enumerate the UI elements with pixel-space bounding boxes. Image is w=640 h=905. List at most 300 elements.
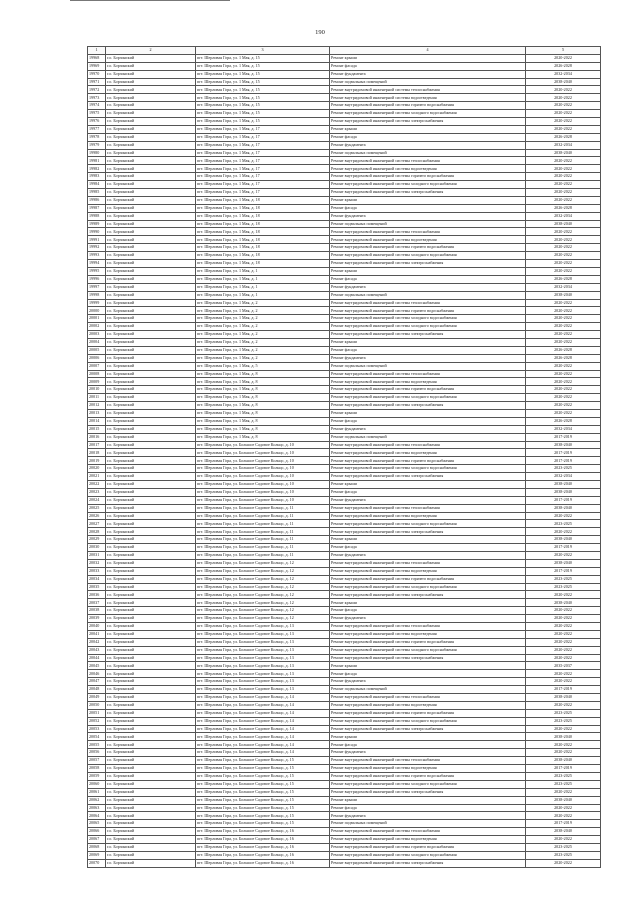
district-cell: г.о. Борзинский bbox=[106, 283, 196, 291]
district-cell: г.о. Борзинский bbox=[106, 741, 196, 749]
table-row bbox=[88, 252, 601, 260]
period-cell: 2017-2019 bbox=[526, 544, 601, 552]
table-row bbox=[88, 630, 601, 638]
row-number-cell: 20033 bbox=[88, 567, 106, 575]
address-cell: пгт. Шерловая Гора, ул. Большое Садовое Кольцо, д. 11 bbox=[196, 512, 330, 520]
work-type-cell: Ремонт внутридомовой инженерной системы водоотведения bbox=[330, 701, 526, 709]
table-row bbox=[88, 220, 601, 228]
work-type-cell: Ремонт внутридомовой инженерной системы холодного водоснабжения bbox=[330, 780, 526, 788]
address-cell: пгт. Шерловая Гора, ул. Большое Садовое Кольцо, д. 13 bbox=[196, 654, 330, 662]
row-number-cell: 20067 bbox=[88, 836, 106, 844]
address-cell: пгт. Шерловая Гора, ул. Большое Садовое Кольцо, д. 15 bbox=[196, 757, 330, 765]
district-cell: г.о. Борзинский bbox=[106, 338, 196, 346]
period-cell: 2020-2022 bbox=[526, 54, 601, 62]
district-cell: г.о. Борзинский bbox=[106, 307, 196, 315]
address-cell: пгт. Шерловая Гора, ул. 1 Мая, д. 18 bbox=[196, 244, 330, 252]
table-row bbox=[88, 473, 601, 481]
work-type-cell: Ремонт фасада bbox=[330, 346, 526, 354]
row-number-cell: 20040 bbox=[88, 623, 106, 631]
table-row bbox=[88, 141, 601, 149]
work-type-cell: Ремонт внутридомовой инженерной системы электроснабжения bbox=[330, 402, 526, 410]
address-cell: пгт. Шерловая Гора, ул. Большое Садовое Кольцо, д. 12 bbox=[196, 615, 330, 623]
district-cell: г.о. Борзинский bbox=[106, 630, 196, 638]
period-cell: 2020-2022 bbox=[526, 788, 601, 796]
row-number-cell: 20046 bbox=[88, 670, 106, 678]
work-type-cell: Ремонт фасада bbox=[330, 204, 526, 212]
table-row bbox=[88, 299, 601, 307]
row-number-cell: 19974 bbox=[88, 102, 106, 110]
work-type-cell: Ремонт внутридомовой инженерной системы теплоснабжения bbox=[330, 694, 526, 702]
table-row bbox=[88, 520, 601, 528]
row-number-cell: 20055 bbox=[88, 741, 106, 749]
row-number-cell: 19983 bbox=[88, 173, 106, 181]
row-number-cell: 19982 bbox=[88, 165, 106, 173]
address-cell: пгт. Шерловая Гора, ул. 1 Мая, д. 15 bbox=[196, 70, 330, 78]
period-cell: 2038-2040 bbox=[526, 504, 601, 512]
row-number-cell: 20062 bbox=[88, 796, 106, 804]
district-cell: г.о. Борзинский bbox=[106, 133, 196, 141]
work-type-cell: Ремонт внутридомовой инженерной системы горячего водоснабжения bbox=[330, 772, 526, 780]
address-cell: пгт. Шерловая Гора, ул. Большое Садовое Кольцо, д. 14 bbox=[196, 709, 330, 717]
period-cell: 2038-2040 bbox=[526, 78, 601, 86]
table-row bbox=[88, 836, 601, 844]
period-cell: 2038-2040 bbox=[526, 536, 601, 544]
row-number-cell: 20056 bbox=[88, 749, 106, 757]
period-cell: 2020-2022 bbox=[526, 244, 601, 252]
period-cell: 2020-2022 bbox=[526, 378, 601, 386]
district-cell: г.о. Борзинский bbox=[106, 599, 196, 607]
period-cell: 2020-2022 bbox=[526, 338, 601, 346]
work-type-cell: Ремонт внутридомовой инженерной системы электроснабжения bbox=[330, 473, 526, 481]
address-cell: пгт. Шерловая Гора, ул. Большое Садовое Кольцо, д. 12 bbox=[196, 567, 330, 575]
district-cell: г.о. Борзинский bbox=[106, 291, 196, 299]
period-cell: 2020-2022 bbox=[526, 307, 601, 315]
address-cell: пгт. Шерловая Гора, ул. Большое Садовое Кольцо, д. 13 bbox=[196, 678, 330, 686]
work-type-cell: Ремонт внутридомовой инженерной системы электроснабжения bbox=[330, 725, 526, 733]
work-type-cell: Ремонт крыши bbox=[330, 480, 526, 488]
row-number-cell: 20051 bbox=[88, 709, 106, 717]
district-cell: г.о. Борзинский bbox=[106, 118, 196, 126]
table-row bbox=[88, 725, 601, 733]
period-cell: 2023-2025 bbox=[526, 851, 601, 859]
district-cell: г.о. Борзинский bbox=[106, 331, 196, 339]
district-cell: г.о. Борзинский bbox=[106, 299, 196, 307]
table-row bbox=[88, 741, 601, 749]
row-number-cell: 20020 bbox=[88, 465, 106, 473]
address-cell: пгт. Шерловая Гора, ул. 1 Мая, д. 2 bbox=[196, 338, 330, 346]
row-number-cell: 20066 bbox=[88, 828, 106, 836]
district-cell: г.о. Борзинский bbox=[106, 552, 196, 560]
work-type-cell: Ремонт подвальных помещений bbox=[330, 433, 526, 441]
district-cell: г.о. Борзинский bbox=[106, 536, 196, 544]
table-row bbox=[88, 409, 601, 417]
district-cell: г.о. Борзинский bbox=[106, 812, 196, 820]
district-cell: г.о. Борзинский bbox=[106, 370, 196, 378]
district-cell: г.о. Борзинский bbox=[106, 433, 196, 441]
period-cell: 2020-2022 bbox=[526, 670, 601, 678]
district-cell: г.о. Борзинский bbox=[106, 646, 196, 654]
period-cell: 2023-2025 bbox=[526, 717, 601, 725]
district-cell: г.о. Борзинский bbox=[106, 504, 196, 512]
address-cell: пгт. Шерловая Гора, ул. Большое Садовое Кольцо, д. 11 bbox=[196, 520, 330, 528]
table-row bbox=[88, 315, 601, 323]
period-cell: 2017-2019 bbox=[526, 567, 601, 575]
address-cell: пгт. Шерловая Гора, ул. 1 Мая, д. 15 bbox=[196, 118, 330, 126]
work-type-cell: Ремонт фундамента bbox=[330, 70, 526, 78]
row-number-cell: 20002 bbox=[88, 323, 106, 331]
address-cell: пгт. Шерловая Гора, ул. Большое Садовое Кольцо, д. 10 bbox=[196, 480, 330, 488]
work-type-cell: Ремонт внутридомовой инженерной системы горячего водоснабжения bbox=[330, 244, 526, 252]
district-cell: г.о. Борзинский bbox=[106, 204, 196, 212]
address-cell: пгт. Шерловая Гора, ул. Большое Садовое Кольцо, д. 15 bbox=[196, 812, 330, 820]
district-cell: г.о. Борзинский bbox=[106, 583, 196, 591]
period-cell: 2020-2022 bbox=[526, 607, 601, 615]
table-row bbox=[88, 62, 601, 70]
row-number-cell: 20063 bbox=[88, 804, 106, 812]
work-type-cell: Ремонт фасада bbox=[330, 275, 526, 283]
address-cell: пгт. Шерловая Гора, ул. Большое Садовое Кольцо, д. 12 bbox=[196, 607, 330, 615]
district-cell: г.о. Борзинский bbox=[106, 409, 196, 417]
address-cell: пгт. Шерловая Гора, ул. 1 Мая, д. 8 bbox=[196, 417, 330, 425]
period-cell: 2017-2019 bbox=[526, 433, 601, 441]
district-cell: г.о. Борзинский bbox=[106, 733, 196, 741]
row-number-cell: 19988 bbox=[88, 212, 106, 220]
table-row bbox=[88, 654, 601, 662]
table-row bbox=[88, 457, 601, 465]
row-number-cell: 20003 bbox=[88, 331, 106, 339]
district-cell: г.о. Борзинский bbox=[106, 859, 196, 867]
period-cell: 2020-2022 bbox=[526, 812, 601, 820]
row-number-cell: 20035 bbox=[88, 583, 106, 591]
table-row bbox=[88, 236, 601, 244]
table-row bbox=[88, 338, 601, 346]
work-type-cell: Ремонт внутридомовой инженерной системы холодного водоснабжения bbox=[330, 717, 526, 725]
address-cell: пгт. Шерловая Гора, ул. 1 Мая, д. 1 bbox=[196, 283, 330, 291]
address-cell: пгт. Шерловая Гора, ул. 1 Мая, д. 15 bbox=[196, 102, 330, 110]
work-type-cell: Ремонт внутридомовой инженерной системы холодного водоснабжения bbox=[330, 394, 526, 402]
district-cell: г.о. Борзинский bbox=[106, 252, 196, 260]
period-cell: 2035-2037 bbox=[526, 662, 601, 670]
district-cell: г.о. Борзинский bbox=[106, 528, 196, 536]
work-type-cell: Ремонт внутридомовой инженерной системы водоотведения bbox=[330, 94, 526, 102]
work-type-cell: Ремонт внутридомовой инженерной системы холодного водоснабжения bbox=[330, 851, 526, 859]
capital-repair-table bbox=[87, 46, 601, 868]
district-cell: г.о. Борзинский bbox=[106, 315, 196, 323]
address-cell: пгт. Шерловая Гора, ул. Большое Садовое Кольцо, д. 13 bbox=[196, 623, 330, 631]
address-cell: пгт. Шерловая Гора, ул. 1 Мая, д. 18 bbox=[196, 204, 330, 212]
district-cell: г.о. Борзинский bbox=[106, 465, 196, 473]
period-cell: 2020-2022 bbox=[526, 260, 601, 268]
table-row bbox=[88, 851, 601, 859]
address-cell: пгт. Шерловая Гора, ул. 1 Мая, д. 8 bbox=[196, 394, 330, 402]
address-cell: пгт. Шерловая Гора, ул. 1 Мая, д. 5 bbox=[196, 362, 330, 370]
row-number-cell: 20024 bbox=[88, 496, 106, 504]
row-number-cell: 20009 bbox=[88, 378, 106, 386]
work-type-cell: Ремонт внутридомовой инженерной системы горячего водоснабжения bbox=[330, 173, 526, 181]
table-row bbox=[88, 125, 601, 133]
period-cell: 2038-2040 bbox=[526, 694, 601, 702]
address-cell: пгт. Шерловая Гора, ул. 1 Мая, д. 8 bbox=[196, 370, 330, 378]
district-cell: г.о. Борзинский bbox=[106, 260, 196, 268]
district-cell: г.о. Борзинский bbox=[106, 441, 196, 449]
district-cell: г.о. Борзинский bbox=[106, 828, 196, 836]
address-cell: пгт. Шерловая Гора, ул. 1 Мая, д. 8 bbox=[196, 425, 330, 433]
district-cell: г.о. Борзинский bbox=[106, 694, 196, 702]
address-cell: пгт. Шерловая Гора, ул. 1 Мая, д. 17 bbox=[196, 189, 330, 197]
district-cell: г.о. Борзинский bbox=[106, 701, 196, 709]
row-number-cell: 19973 bbox=[88, 94, 106, 102]
row-number-cell: 20034 bbox=[88, 575, 106, 583]
work-type-cell: Ремонт внутридомовой инженерной системы холодного водоснабжения bbox=[330, 583, 526, 591]
work-type-cell: Ремонт крыши bbox=[330, 54, 526, 62]
district-cell: г.о. Борзинский bbox=[106, 189, 196, 197]
period-cell: 2023-2025 bbox=[526, 520, 601, 528]
table-row bbox=[88, 204, 601, 212]
row-number-cell: 20061 bbox=[88, 788, 106, 796]
table-row bbox=[88, 149, 601, 157]
address-cell: пгт. Шерловая Гора, ул. 1 Мая, д. 2 bbox=[196, 331, 330, 339]
table-row bbox=[88, 757, 601, 765]
table-row bbox=[88, 94, 601, 102]
address-cell: пгт. Шерловая Гора, ул. Большое Садовое Кольцо, д. 13 bbox=[196, 686, 330, 694]
address-cell: пгт. Шерловая Гора, ул. 1 Мая, д. 1 bbox=[196, 267, 330, 275]
work-type-cell: Ремонт крыши bbox=[330, 196, 526, 204]
row-number-cell: 20043 bbox=[88, 646, 106, 654]
table-row bbox=[88, 662, 601, 670]
row-number-cell: 20064 bbox=[88, 812, 106, 820]
district-cell: г.о. Борзинский bbox=[106, 149, 196, 157]
work-type-cell: Ремонт внутридомовой инженерной системы теплоснабжения bbox=[330, 623, 526, 631]
period-cell: 2032-2034 bbox=[526, 141, 601, 149]
period-cell: 2038-2040 bbox=[526, 599, 601, 607]
period-cell: 2020-2022 bbox=[526, 236, 601, 244]
table-row bbox=[88, 804, 601, 812]
work-type-cell: Ремонт внутридомовой инженерной системы электроснабжения bbox=[330, 654, 526, 662]
row-number-cell: 20058 bbox=[88, 765, 106, 773]
address-cell: пгт. Шерловая Гора, ул. 1 Мая, д. 17 bbox=[196, 149, 330, 157]
work-type-cell: Ремонт подвальных помещений bbox=[330, 362, 526, 370]
row-number-cell: 20041 bbox=[88, 630, 106, 638]
district-cell: г.о. Борзинский bbox=[106, 709, 196, 717]
address-cell: пгт. Шерловая Гора, ул. 1 Мая, д. 17 bbox=[196, 133, 330, 141]
period-cell: 2020-2022 bbox=[526, 228, 601, 236]
address-cell: пгт. Шерловая Гора, ул. Большое Садовое Кольцо, д. 13 bbox=[196, 662, 330, 670]
period-cell: 2038-2040 bbox=[526, 796, 601, 804]
table-row bbox=[88, 244, 601, 252]
period-cell: 2038-2040 bbox=[526, 441, 601, 449]
district-cell: г.о. Борзинский bbox=[106, 449, 196, 457]
work-type-cell: Ремонт внутридомовой инженерной системы холодного водоснабжения bbox=[330, 646, 526, 654]
header-cell-number: 1 bbox=[88, 47, 106, 55]
address-cell: пгт. Шерловая Гора, ул. Большое Садовое Кольцо, д. 12 bbox=[196, 583, 330, 591]
period-cell: 2032-2034 bbox=[526, 212, 601, 220]
period-cell: 2020-2022 bbox=[526, 181, 601, 189]
row-number-cell: 20006 bbox=[88, 354, 106, 362]
period-cell: 2017-2019 bbox=[526, 820, 601, 828]
row-number-cell: 19984 bbox=[88, 181, 106, 189]
work-type-cell: Ремонт подвальных помещений bbox=[330, 149, 526, 157]
district-cell: г.о. Борзинский bbox=[106, 662, 196, 670]
row-number-cell: 20016 bbox=[88, 433, 106, 441]
period-cell: 2023-2025 bbox=[526, 843, 601, 851]
address-cell: пгт. Шерловая Гора, ул. 1 Мая, д. 8 bbox=[196, 386, 330, 394]
row-number-cell: 20039 bbox=[88, 615, 106, 623]
table-row bbox=[88, 496, 601, 504]
period-cell: 2020-2022 bbox=[526, 630, 601, 638]
work-type-cell: Ремонт внутридомовой инженерной системы водоотведения bbox=[330, 512, 526, 520]
table-row bbox=[88, 402, 601, 410]
period-cell: 2032-2034 bbox=[526, 425, 601, 433]
table-row bbox=[88, 212, 601, 220]
table-row bbox=[88, 370, 601, 378]
district-cell: г.о. Борзинский bbox=[106, 457, 196, 465]
row-number-cell: 19994 bbox=[88, 260, 106, 268]
address-cell: пгт. Шерловая Гора, ул. Большое Садовое Кольцо, д. 16 bbox=[196, 851, 330, 859]
table-row bbox=[88, 433, 601, 441]
table-row bbox=[88, 709, 601, 717]
work-type-cell: Ремонт крыши bbox=[330, 733, 526, 741]
table-row bbox=[88, 552, 601, 560]
period-cell: 2017-2019 bbox=[526, 449, 601, 457]
work-type-cell: Ремонт внутридомовой инженерной системы водоотведения bbox=[330, 378, 526, 386]
district-cell: г.о. Борзинский bbox=[106, 623, 196, 631]
period-cell: 2020-2022 bbox=[526, 315, 601, 323]
period-cell: 2032-2034 bbox=[526, 473, 601, 481]
table-row bbox=[88, 102, 601, 110]
work-type-cell: Ремонт внутридомовой инженерной системы электроснабжения bbox=[330, 189, 526, 197]
work-type-cell: Ремонт внутридомовой инженерной системы горячего водоснабжения bbox=[330, 457, 526, 465]
district-cell: г.о. Борзинский bbox=[106, 417, 196, 425]
table-row bbox=[88, 733, 601, 741]
work-type-cell: Ремонт внутридомовой инженерной системы водоотведения bbox=[330, 630, 526, 638]
table-row bbox=[88, 449, 601, 457]
row-number-cell: 20068 bbox=[88, 843, 106, 851]
period-cell: 2020-2022 bbox=[526, 252, 601, 260]
row-number-cell: 20015 bbox=[88, 425, 106, 433]
period-cell: 2026-2028 bbox=[526, 417, 601, 425]
work-type-cell: Ремонт фундамента bbox=[330, 615, 526, 623]
row-number-cell: 19979 bbox=[88, 141, 106, 149]
district-cell: г.о. Борзинский bbox=[106, 425, 196, 433]
table-row bbox=[88, 583, 601, 591]
address-cell: пгт. Шерловая Гора, ул. 1 Мая, д. 18 bbox=[196, 236, 330, 244]
district-cell: г.о. Борзинский bbox=[106, 402, 196, 410]
row-number-cell: 20026 bbox=[88, 512, 106, 520]
address-cell: пгт. Шерловая Гора, ул. Большое Садовое Кольцо, д. 11 bbox=[196, 528, 330, 536]
work-type-cell: Ремонт крыши bbox=[330, 599, 526, 607]
period-cell: 2020-2022 bbox=[526, 804, 601, 812]
table-row bbox=[88, 859, 601, 867]
district-cell: г.о. Борзинский bbox=[106, 615, 196, 623]
period-cell: 2020-2022 bbox=[526, 189, 601, 197]
row-number-cell: 19999 bbox=[88, 299, 106, 307]
address-cell: пгт. Шерловая Гора, ул. 1 Мая, д. 17 bbox=[196, 173, 330, 181]
row-number-cell: 20018 bbox=[88, 449, 106, 457]
district-cell: г.о. Борзинский bbox=[106, 275, 196, 283]
district-cell: г.о. Борзинский bbox=[106, 220, 196, 228]
table-row bbox=[88, 749, 601, 757]
row-number-cell: 20004 bbox=[88, 338, 106, 346]
period-cell: 2026-2028 bbox=[526, 354, 601, 362]
header-cell-period: 5 bbox=[526, 47, 601, 55]
address-cell: пгт. Шерловая Гора, ул. Большое Садовое Кольцо, д. 16 bbox=[196, 859, 330, 867]
address-cell: пгт. Шерловая Гора, ул. 1 Мая, д. 15 bbox=[196, 78, 330, 86]
row-number-cell: 19976 bbox=[88, 118, 106, 126]
period-cell: 2026-2028 bbox=[526, 204, 601, 212]
work-type-cell: Ремонт внутридомовой инженерной системы холодного водоснабжения bbox=[330, 110, 526, 118]
work-type-cell: Ремонт внутридомовой инженерной системы водоотведения bbox=[330, 449, 526, 457]
work-type-cell: Ремонт внутридомовой инженерной системы горячего водоснабжения bbox=[330, 102, 526, 110]
table-row bbox=[88, 780, 601, 788]
table-row bbox=[88, 189, 601, 197]
period-cell: 2026-2028 bbox=[526, 346, 601, 354]
period-cell: 2023-2025 bbox=[526, 780, 601, 788]
district-cell: г.о. Борзинский bbox=[106, 780, 196, 788]
address-cell: пгт. Шерловая Гора, ул. Большое Садовое Кольцо, д. 14 bbox=[196, 725, 330, 733]
header-cell-work-type: 4 bbox=[330, 47, 526, 55]
work-type-cell: Ремонт внутридомовой инженерной системы электроснабжения bbox=[330, 260, 526, 268]
table-header-row bbox=[88, 47, 601, 55]
period-cell: 2038-2040 bbox=[526, 220, 601, 228]
work-type-cell: Ремонт внутридомовой инженерной системы электроснабжения bbox=[330, 331, 526, 339]
period-cell: 2020-2022 bbox=[526, 323, 601, 331]
work-type-cell: Ремонт внутридомовой инженерной системы холодного водоснабжения bbox=[330, 181, 526, 189]
header-cell-address: 3 bbox=[196, 47, 330, 55]
address-cell: пгт. Шерловая Гора, ул. Большое Садовое Кольцо, д. 14 bbox=[196, 694, 330, 702]
work-type-cell: Ремонт внутридомовой инженерной системы холодного водоснабжения bbox=[330, 520, 526, 528]
work-type-cell: Ремонт внутридомовой инженерной системы холодного водоснабжения bbox=[330, 252, 526, 260]
address-cell: пгт. Шерловая Гора, ул. Большое Садовое Кольцо, д. 14 bbox=[196, 701, 330, 709]
district-cell: г.о. Борзинский bbox=[106, 244, 196, 252]
row-number-cell: 19969 bbox=[88, 62, 106, 70]
row-number-cell: 20032 bbox=[88, 559, 106, 567]
work-type-cell: Ремонт внутридомовой инженерной системы теплоснабжения bbox=[330, 757, 526, 765]
table-row bbox=[88, 346, 601, 354]
district-cell: г.о. Борзинский bbox=[106, 346, 196, 354]
period-cell: 2017-2019 bbox=[526, 686, 601, 694]
address-cell: пгт. Шерловая Гора, ул. Большое Садовое Кольцо, д. 11 bbox=[196, 536, 330, 544]
row-number-cell: 20013 bbox=[88, 409, 106, 417]
period-cell: 2020-2022 bbox=[526, 623, 601, 631]
period-cell: 2020-2022 bbox=[526, 118, 601, 126]
district-cell: г.о. Борзинский bbox=[106, 362, 196, 370]
row-number-cell: 19996 bbox=[88, 275, 106, 283]
work-type-cell: Ремонт внутридомовой инженерной системы электроснабжения bbox=[330, 591, 526, 599]
row-number-cell: 20059 bbox=[88, 772, 106, 780]
header-cell-district: 2 bbox=[106, 47, 196, 55]
row-number-cell: 19990 bbox=[88, 228, 106, 236]
period-cell: 2020-2022 bbox=[526, 196, 601, 204]
work-type-cell: Ремонт внутридомовой инженерной системы холодного водоснабжения bbox=[330, 465, 526, 473]
district-cell: г.о. Борзинский bbox=[106, 788, 196, 796]
work-type-cell: Ремонт крыши bbox=[330, 662, 526, 670]
table-row bbox=[88, 465, 601, 473]
table-row bbox=[88, 394, 601, 402]
row-number-cell: 19991 bbox=[88, 236, 106, 244]
district-cell: г.о. Борзинский bbox=[106, 820, 196, 828]
district-cell: г.о. Борзинский bbox=[106, 378, 196, 386]
table-row bbox=[88, 196, 601, 204]
district-cell: г.о. Борзинский bbox=[106, 772, 196, 780]
row-number-cell: 19972 bbox=[88, 86, 106, 94]
row-number-cell: 19993 bbox=[88, 252, 106, 260]
work-type-cell: Ремонт внутридомовой инженерной системы горячего водоснабжения bbox=[330, 307, 526, 315]
district-cell: г.о. Борзинский bbox=[106, 796, 196, 804]
address-cell: пгт. Шерловая Гора, ул. Большое Садовое Кольцо, д. 14 bbox=[196, 717, 330, 725]
table-row bbox=[88, 717, 601, 725]
address-cell: пгт. Шерловая Гора, ул. 1 Мая, д. 18 bbox=[196, 196, 330, 204]
district-cell: г.о. Борзинский bbox=[106, 212, 196, 220]
